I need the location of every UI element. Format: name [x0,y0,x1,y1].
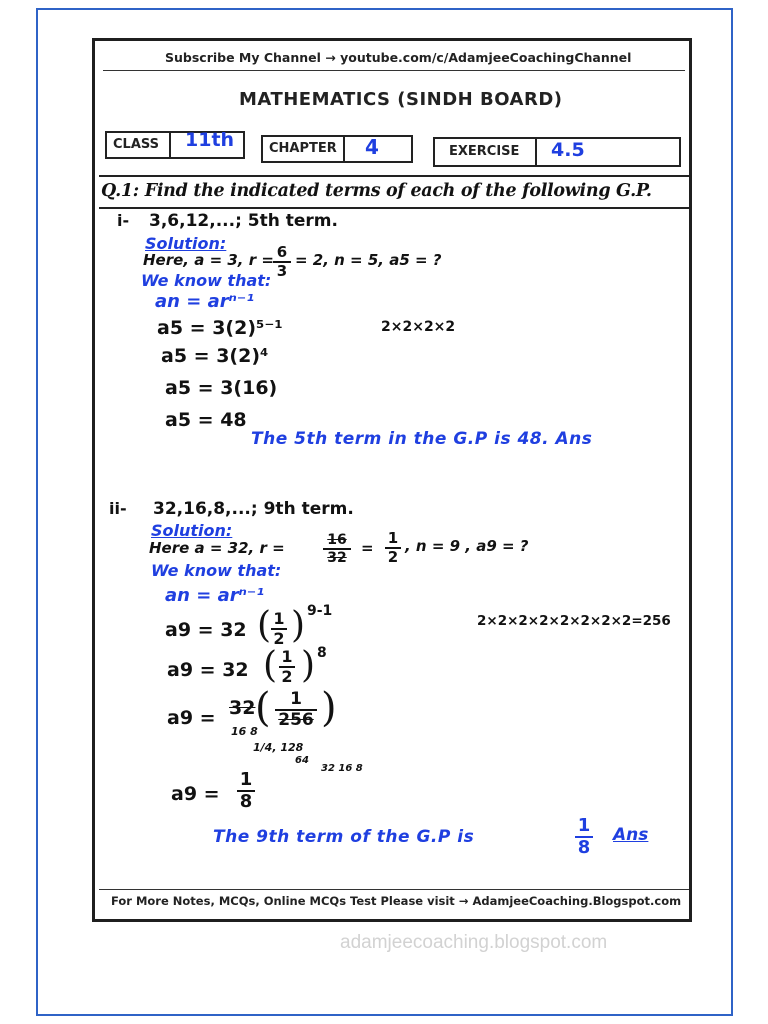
part2-final-num: 1 [239,769,253,790]
exercise-divider [535,139,537,165]
part2-scratch-3: 64 [295,755,309,766]
part2-step2-lparen: ( [263,645,278,686]
part2-answer-den: 8 [577,837,591,858]
part2-step1-den: 2 [273,629,285,648]
part2-answer-fraction [575,817,593,857]
class-label: CLASS [113,137,160,152]
part2-problem: 32,16,8,...; 9th term. [153,499,354,519]
part2-step3-lparen: ( [255,685,271,731]
question-top-rule [99,175,689,177]
class-value: 11th [185,129,235,151]
subscribe-line: Subscribe My Channel → youtube.com/c/AdamjeeCoachingChannel [165,50,632,65]
part2-step1-fraction [271,611,287,647]
footer-text: For More Notes, MCQs, Online MCQs Test Please visit → AdamjeeCoaching.Blogspot.com [111,894,682,908]
header-divider [103,70,685,71]
chapter-box [261,135,413,163]
part2-half-den: 2 [387,548,399,566]
part2-step3-num: 32 [229,697,256,719]
class-divider [169,133,171,157]
part2-equals: = [361,539,374,557]
part1-problem: 3,6,12,...; 5th term. [149,211,338,231]
part2-marker: ii- [109,499,127,518]
chapter-value: 4 [365,135,379,159]
part1-we-know: We know that: [141,271,272,290]
part2-step3-fraction [275,691,317,729]
part2-scratch-2: 1/4, 128 [253,741,304,754]
exercise-value: 4.5 [551,139,585,161]
part1-step3: a5 = 3(16) [165,377,278,399]
part2-step1-lhs: a9 = 32 [165,619,247,641]
part2-given-pre: Here a = 32, r = [149,539,285,557]
chapter-divider [343,137,345,161]
part2-final-den: 8 [239,791,253,812]
part2-side-work: 2×2×2×2×2×2×2×2=256 [477,613,671,629]
part2-we-know: We know that: [151,561,282,580]
part2-step3-lhs: a9 = [167,707,216,729]
part2-scratch-1: 16 8 [231,725,258,738]
part2-final-fraction [237,771,255,811]
part1-formula: an = arⁿ⁻¹ [155,291,255,312]
part2-final-lhs: a9 = [171,783,220,805]
notes-sheet [92,38,692,922]
part2-step3-rparen: ) [321,685,337,731]
part2-scratch-4: 32 16 8 [321,763,363,774]
part2-solution-label: Solution: [151,521,233,540]
part2-answer-suffix: Ans [613,825,649,845]
part2-step2-rparen: ) [301,645,316,686]
part1-ratio-den: 3 [276,262,288,280]
question-text: Q.1: Find the indicated terms of each of the following G.P. [101,181,652,201]
question-underline [99,207,689,209]
chapter-label: CHAPTER [269,141,337,156]
part2-ratio-fraction [323,533,351,565]
part2-step3-one: 1 [290,689,302,709]
part2-step2-num: 1 [281,647,293,666]
part1-step4: a5 = 48 [165,409,247,431]
part1-solution-label: Solution: [145,234,227,253]
part2-answer: The 9th term of the G.P is [213,827,475,847]
part2-ratio-den: 32 [327,550,347,566]
footer-divider [99,889,689,890]
part1-given-post: = 2, n = 5, a5 = ? [295,251,442,269]
class-box [105,131,245,159]
part2-half-num: 1 [387,529,399,547]
part1-step1: a5 = 3(2)⁵⁻¹ [157,317,283,339]
part2-ratio-num: 16 [327,532,347,548]
part2-step1-num: 1 [273,609,285,628]
part2-step1-exp: 9-1 [307,603,333,619]
part2-step1-lparen: ( [257,605,272,646]
part1-step2: a5 = 3(2)⁴ [161,345,269,367]
part2-step3-den: 256 [278,710,314,730]
part1-given-pre: Here, a = 3, r = [143,251,274,269]
part2-step2-exp: 8 [317,645,327,661]
exercise-box [433,137,681,167]
watermark-text: adamjeecoaching.blogspot.com [340,932,608,953]
part1-ratio-num: 6 [276,243,288,261]
part2-step2-den: 2 [281,667,293,686]
part2-answer-num: 1 [577,815,591,836]
part2-given-post: , n = 9 , a9 = ? [405,537,529,555]
part2-formula: an = arⁿ⁻¹ [165,585,265,606]
part2-half-fraction [385,531,401,565]
part2-step2-lhs: a9 = 32 [167,659,249,681]
exercise-label: EXERCISE [449,144,520,159]
part1-answer: The 5th term in the G.P is 48. Ans [251,429,593,449]
part1-ratio-fraction [273,245,291,279]
part2-step1-rparen: ) [291,605,306,646]
part2-step2-fraction [279,649,295,685]
part1-marker: i- [117,211,130,230]
page-title: MATHEMATICS (SINDH BOARD) [239,89,563,110]
part1-side-work: 2×2×2×2 [381,319,456,335]
